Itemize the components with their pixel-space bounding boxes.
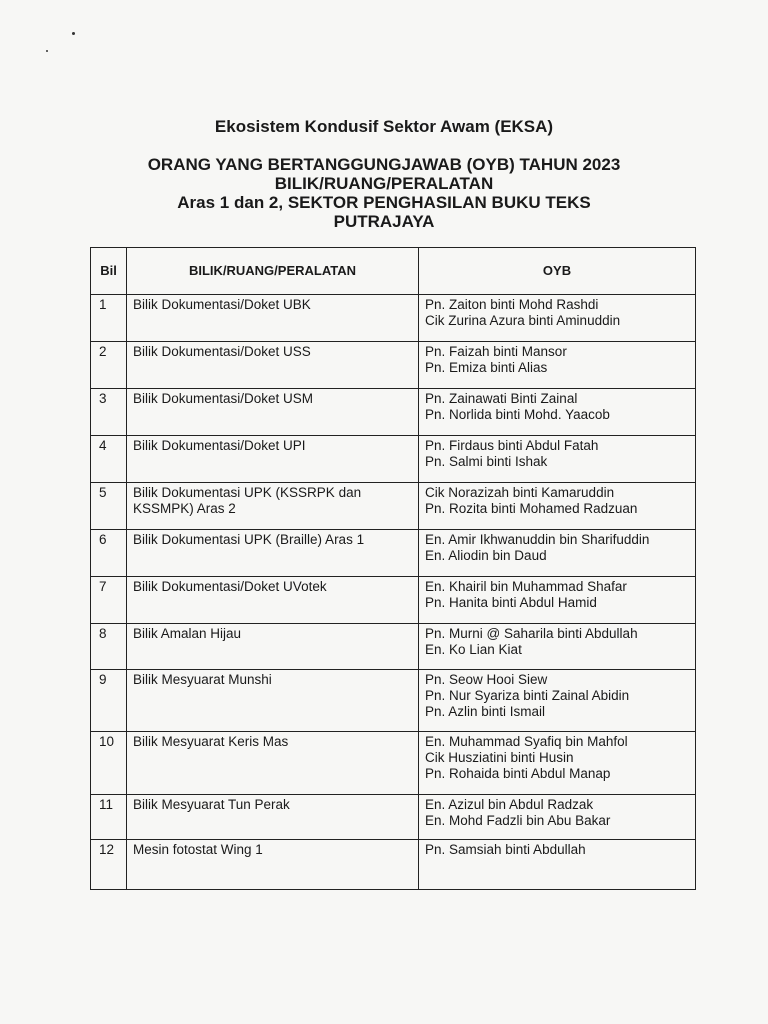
oyb-person: Pn. Seow Hooi Siew <box>425 672 548 687</box>
document-title: Ekosistem Kondusif Sektor Awam (EKSA) <box>214 117 554 136</box>
row-number: 5 <box>91 483 127 530</box>
oyb-names <box>419 795 696 840</box>
oyb-person: En. Khairil bin Muhammad Shafar <box>425 579 627 594</box>
oyb-names <box>419 732 696 795</box>
oyb-person: En. Aliodin bin Daud <box>425 548 547 563</box>
table-row <box>91 530 696 577</box>
subtitle-line-3: Aras 1 dan 2, SEKTOR PENGHASILAN BUKU TEKS <box>177 193 591 212</box>
row-number: 7 <box>91 577 127 624</box>
oyb-person: Pn. Firdaus binti Abdul Fatah <box>425 438 599 453</box>
column-header-room: BILIK/RUANG/PERALATAN <box>127 248 419 295</box>
table-row <box>91 295 696 342</box>
column-header-bil: Bil <box>91 248 127 295</box>
table-row <box>91 483 696 530</box>
oyb-person: Pn. Norlida binti Mohd. Yaacob <box>425 407 610 422</box>
oyb-person: Pn. Emiza binti Alias <box>425 360 548 375</box>
table-row <box>91 342 696 389</box>
table-row <box>91 389 696 436</box>
row-number: 6 <box>91 530 127 577</box>
room-name: Bilik Dokumentasi/Doket USS <box>127 342 419 389</box>
table-header-row <box>91 248 696 295</box>
table-row <box>91 795 696 840</box>
subtitle-line-4: PUTRAJAYA <box>333 212 435 231</box>
room-name: Bilik Dokumentasi/Doket UVotek <box>127 577 419 624</box>
oyb-names <box>419 530 696 577</box>
oyb-names <box>419 389 696 436</box>
oyb-person: Pn. Zaiton binti Mohd Rashdi <box>425 297 599 312</box>
table-row <box>91 577 696 624</box>
oyb-person: Pn. Rozita binti Mohamed Radzuan <box>425 501 638 516</box>
oyb-person: Pn. Salmi binti Ishak <box>425 454 548 469</box>
row-number: 3 <box>91 389 127 436</box>
oyb-person: Pn. Samsiah binti Abdullah <box>425 842 586 857</box>
oyb-person: En. Ko Lian Kiat <box>425 642 522 657</box>
oyb-names <box>419 342 696 389</box>
oyb-names <box>419 577 696 624</box>
oyb-table <box>90 247 696 890</box>
scan-speck <box>72 32 75 35</box>
table-row <box>91 670 696 732</box>
room-name: Bilik Mesyuarat Keris Mas <box>127 732 419 795</box>
row-number: 1 <box>91 295 127 342</box>
table-row <box>91 624 696 670</box>
oyb-person: Cik Zurina Azura binti Aminuddin <box>425 313 621 328</box>
scan-speck <box>46 50 48 52</box>
room-name: Bilik Dokumentasi UPK (Braille) Aras 1 <box>127 530 419 577</box>
oyb-person: Pn. Murni @ Saharila binti Abdullah <box>425 626 638 641</box>
oyb-names <box>419 436 696 483</box>
room-name: Bilik Mesyuarat Munshi <box>127 670 419 732</box>
room-name: Bilik Dokumentasi/Doket USM <box>127 389 419 436</box>
oyb-person: Pn. Nur Syariza binti Zainal Abidin <box>425 688 630 703</box>
oyb-names <box>419 624 696 670</box>
oyb-names <box>419 840 696 890</box>
row-number: 9 <box>91 670 127 732</box>
oyb-person: En. Azizul bin Abdul Radzak <box>425 797 594 812</box>
oyb-person: En. Amir Ikhwanuddin bin Sharifuddin <box>425 532 650 547</box>
row-number: 11 <box>91 795 127 840</box>
oyb-person: Pn. Hanita binti Abdul Hamid <box>425 595 597 610</box>
row-number: 8 <box>91 624 127 670</box>
table-row <box>91 840 696 890</box>
oyb-person: Pn. Rohaida binti Abdul Manap <box>425 766 611 781</box>
oyb-person: Cik Norazizah binti Kamaruddin <box>425 485 615 500</box>
room-name: Bilik Amalan Hijau <box>127 624 419 670</box>
row-number: 10 <box>91 732 127 795</box>
table-row <box>91 436 696 483</box>
oyb-person: Pn. Zainawati Binti Zainal <box>425 391 578 406</box>
oyb-names <box>419 295 696 342</box>
oyb-person: Pn. Azlin binti Ismail <box>425 704 546 719</box>
column-header-oyb: OYB <box>419 248 696 295</box>
room-name: Bilik Dokumentasi UPK (KSSRPK dan KSSMPK) Aras 2 <box>127 483 419 530</box>
row-number: 4 <box>91 436 127 483</box>
subtitle-line-1: ORANG YANG BERTANGGUNGJAWAB (OYB) TAHUN 2023 <box>147 155 621 174</box>
room-name: Bilik Mesyuarat Tun Perak <box>127 795 419 840</box>
room-name: Mesin fotostat Wing 1 <box>127 840 419 890</box>
row-number: 2 <box>91 342 127 389</box>
oyb-person: En. Mohd Fadzli bin Abu Bakar <box>425 813 611 828</box>
oyb-names <box>419 670 696 732</box>
oyb-person: Pn. Faizah binti Mansor <box>425 344 567 359</box>
room-name: Bilik Dokumentasi/Doket UPI <box>127 436 419 483</box>
document-subtitle <box>0 155 768 231</box>
table-row <box>91 732 696 795</box>
room-name: Bilik Dokumentasi/Doket UBK <box>127 295 419 342</box>
row-number: 12 <box>91 840 127 890</box>
subtitle-line-2: BILIK/RUANG/PERALATAN <box>274 174 494 193</box>
oyb-person: Cik Husziatini binti Husin <box>425 750 574 765</box>
oyb-person: En. Muhammad Syafiq bin Mahfol <box>425 734 628 749</box>
oyb-names <box>419 483 696 530</box>
